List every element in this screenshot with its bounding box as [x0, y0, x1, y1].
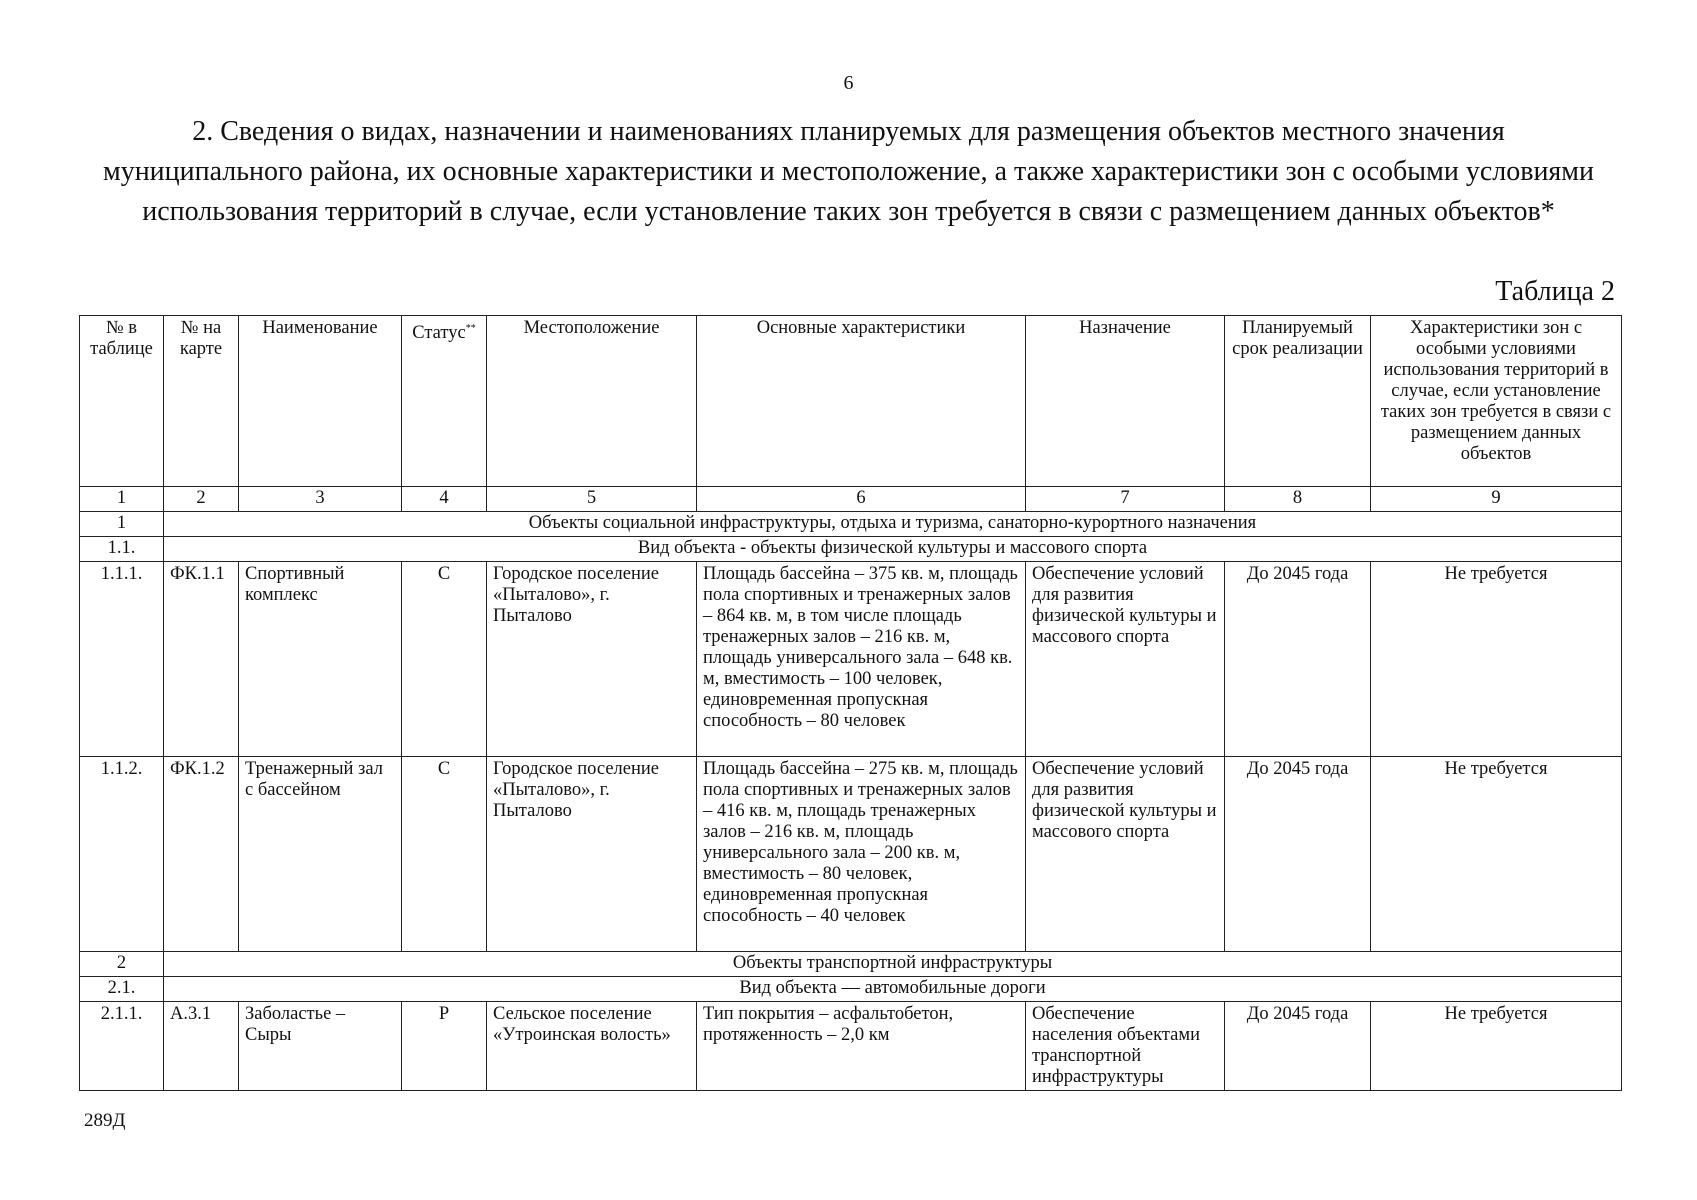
- cell-name: Тренажерный зал с бассейном: [239, 757, 402, 952]
- header-characteristics: Основные характеристики: [697, 316, 1026, 487]
- column-number: 7: [1026, 487, 1225, 512]
- subgroup-title: Вид объекта - объекты физической культуры и массового спорта: [164, 537, 1622, 562]
- cell-purpose: Обеспечение населения объектами транспортной инфраструктуры: [1026, 1002, 1225, 1091]
- cell-zones: Не требуется: [1371, 757, 1622, 952]
- cell-characteristics: Тип покрытия – асфальтобетон, протяженность – 2,0 км: [697, 1002, 1026, 1091]
- subgroup-number: 2.1.: [80, 977, 164, 1002]
- header-status-label: Статус: [412, 323, 466, 344]
- cell-location: Сельское поселение «Утроинская волость»: [487, 1002, 697, 1091]
- group-row: [80, 952, 1622, 977]
- subgroup-title: Вид объекта — автомобильные дороги: [164, 977, 1622, 1002]
- group-title: Объекты социальной инфраструктуры, отдыха и туризма, санаторно-курортного назначения: [164, 512, 1622, 537]
- cell-location: Городское поселение «Пыталово», г. Пыталово: [487, 562, 697, 757]
- column-numbers-row: [80, 487, 1622, 512]
- cell-term: До 2045 года: [1225, 757, 1371, 952]
- header-purpose: Назначение: [1026, 316, 1225, 487]
- cell-number: 2.1.1.: [80, 1002, 164, 1091]
- subgroup-number: 1.1.: [80, 537, 164, 562]
- header-table-number: № в таблице: [80, 316, 164, 487]
- column-number: 9: [1371, 487, 1622, 512]
- cell-status: Р: [402, 1002, 487, 1091]
- cell-map: ФК.1.1: [164, 562, 239, 757]
- cell-name: Заболастье – Сыры: [239, 1002, 402, 1091]
- subgroup-row: [80, 977, 1622, 1002]
- cell-characteristics: Площадь бассейна – 275 кв. м, площадь пола спортивных и тренажерных залов – 416 кв. м, площадь тренажерных залов – 216 кв. м, площадь универсального зала – 200 кв. м, вместимость – 80 человек, единовременная пропускная способность – 40 человек: [697, 757, 1026, 952]
- cell-number: 1.1.1.: [80, 562, 164, 757]
- table-container: [79, 315, 1621, 1091]
- header-term: Планируемый срок реализации: [1225, 316, 1371, 487]
- cell-status: С: [402, 757, 487, 952]
- column-number: 3: [239, 487, 402, 512]
- cell-term: До 2045 года: [1225, 562, 1371, 757]
- table-row: [80, 1002, 1622, 1091]
- cell-zones: Не требуется: [1371, 1002, 1622, 1091]
- cell-term: До 2045 года: [1225, 1002, 1371, 1091]
- cell-status: С: [402, 562, 487, 757]
- table-row: [80, 757, 1622, 952]
- group-row: [80, 512, 1622, 537]
- objects-table: [79, 315, 1622, 1091]
- header-row: [80, 316, 1622, 487]
- page-number: 6: [843, 72, 854, 94]
- header-status: [402, 316, 487, 487]
- header-location: Местоположение: [487, 316, 697, 487]
- cell-characteristics: Площадь бассейна – 375 кв. м, площадь пола спортивных и тренажерных залов – 864 кв. м, в том числе площадь тренажерных залов – 216 кв. м, площадь универсального зала – 648 кв. м, вместимость – 100 человек, единовременная пропускная способность – 80 человек: [697, 562, 1026, 757]
- header-name: Наименование: [239, 316, 402, 487]
- cell-number: 1.1.2.: [80, 757, 164, 952]
- table-caption: Таблица 2: [1495, 276, 1615, 307]
- column-number: 2: [164, 487, 239, 512]
- section-title: 2. Сведения о видах, назначении и наименованиях планируемых для размещения объектов местного значения муниципального района, их основные характеристики и местоположение, а также характеристики зон с особыми условиями использования территорий в случае, если установление таких зон требуется в связи с размещением данных объектов*: [102, 116, 1595, 227]
- cell-purpose: Обеспечение условий для развития физической культуры и массового спорта: [1026, 562, 1225, 757]
- cell-purpose: Обеспечение условий для развития физической культуры и массового спорта: [1026, 757, 1225, 952]
- column-number: 8: [1225, 487, 1371, 512]
- column-number: 5: [487, 487, 697, 512]
- cell-name: Спортивный комплекс: [239, 562, 402, 757]
- column-number: 4: [402, 487, 487, 512]
- group-number: 1: [80, 512, 164, 537]
- group-title: Объекты транспортной инфраструктуры: [164, 952, 1622, 977]
- document-code: 289Д: [84, 1110, 126, 1131]
- subgroup-row: [80, 537, 1622, 562]
- cell-zones: Не требуется: [1371, 562, 1622, 757]
- cell-map: ФК.1.2: [164, 757, 239, 952]
- group-number: 2: [80, 952, 164, 977]
- column-number: 1: [80, 487, 164, 512]
- cell-map: А.3.1: [164, 1002, 239, 1091]
- header-status-footnote-mark: **: [465, 323, 476, 334]
- header-zones: Характеристики зон с особыми условиями использования территорий в случае, если установление таких зон требуется в связи с размещением данных объектов: [1371, 316, 1622, 487]
- table-row: [80, 562, 1622, 757]
- cell-location: Городское поселение «Пыталово», г. Пыталово: [487, 757, 697, 952]
- column-number: 6: [697, 487, 1026, 512]
- header-map-number: № на карте: [164, 316, 239, 487]
